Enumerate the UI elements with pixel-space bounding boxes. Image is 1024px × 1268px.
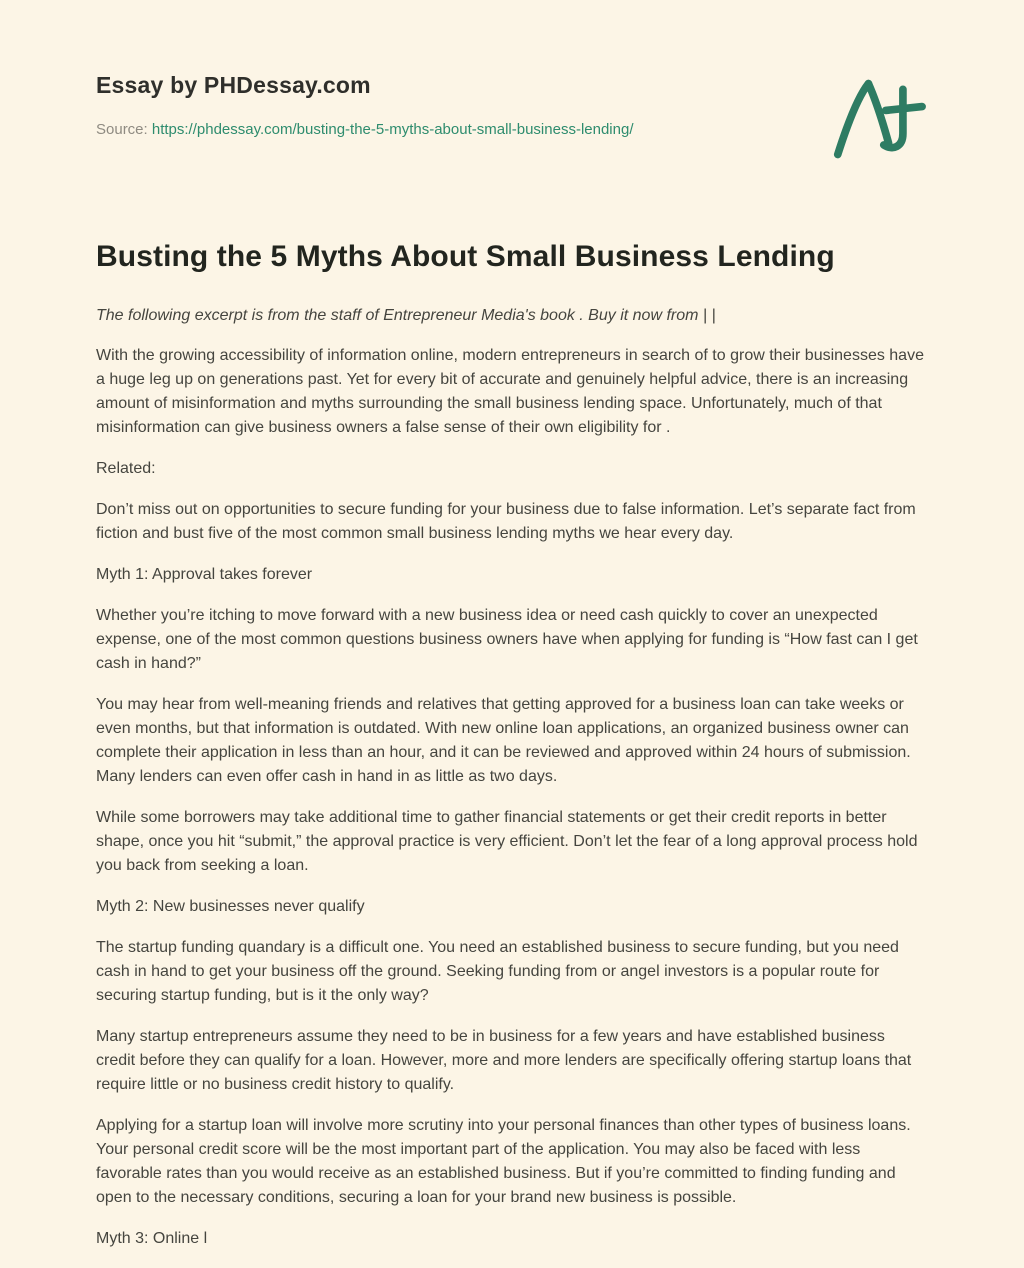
article-paragraph-8: Applying for a startup loan will involve more scrutiny into your personal finances than other types of business loans. Your personal credit score will be the most important part of the application. You may also be faced with less favorable rates than you would receive as an established business. But if you’re committed to finding funding and open to the necessary conditions, securing a loan for your brand new business is possible. [96, 1117, 911, 1206]
site-title: Essay by PHDessay.com [96, 72, 371, 98]
article-paragraph-3: Whether you’re itching to move forward with a new business idea or need cash quickly to cover an unexpected expense, one of the most common questions business owners have when applying for funding is “How fast can I get cash in hand?” [96, 607, 918, 672]
article-paragraph-5: While some borrowers may take additional time to gather financial statements or get their credit reports in better shape, once you hit “submit,” the approval practice is very efficient. Don’t let the fear of a long approval process hold you back from seeking a loan. [96, 809, 918, 874]
article-paragraph-6: The startup funding quandary is a difficult one. You need an established business to secure funding, but you need cash in hand to get your business off the ground. Seeking funding from or angel investors is a popular route for securing startup funding, but is it the only way? [96, 939, 899, 1004]
myth-1-heading: Myth 1: Approval takes forever [96, 566, 313, 583]
source-label: Source: [96, 121, 152, 138]
phdessay-logo-icon [830, 74, 926, 166]
page-header [96, 72, 928, 166]
source-line [96, 121, 634, 138]
article-paragraph-1: With the growing accessibility of information online, modern entrepreneurs in search of to grow their businesses have a huge leg up on generations past. Yet for every bit of accurate and genuinely helpful advice, there is an increasing amount of misinformation and myths surrounding the small business lending space. Unfortunately, much of that misinformation can give business owners a false sense of their own eligibility for . [96, 347, 924, 436]
myth-2-heading: Myth 2: New businesses never qualify [96, 898, 365, 915]
article-intro: The following excerpt is from the staff of Entrepreneur Media's book . Buy it now from | | [96, 307, 716, 324]
article [96, 240, 928, 1251]
source-url-link[interactable]: https://phdessay.com/busting-the-5-myths-about-small-business-lending/ [151, 121, 634, 138]
related-label: Related: [96, 460, 156, 477]
article-title: Busting the 5 Myths About Small Business Lending [96, 240, 835, 273]
article-paragraph-4: You may hear from well-meaning friends and relatives that getting approved for a business loan can take weeks or even months, but that information is outdated. With new online loan applications, an organized business owner can complete their application in less than an hour, and it can be reviewed and approved within 24 hours of submission. Many lenders can even offer cash in hand in as little as two days. [96, 696, 911, 785]
header-text-block [96, 72, 634, 138]
myth-3-heading-truncated: Myth 3: Online l [96, 1230, 208, 1247]
article-paragraph-2: Don’t miss out on opportunities to secure funding for your business due to false information. Let’s separate fact from fiction and bust five of the most common small business lending myths we hear every day. [96, 501, 916, 542]
article-paragraph-7: Many startup entrepreneurs assume they need to be in business for a few years and have established business credit before they can qualify for a loan. However, more and more lenders are specifically offering startup loans that require little or no business credit history to qualify. [96, 1028, 912, 1093]
